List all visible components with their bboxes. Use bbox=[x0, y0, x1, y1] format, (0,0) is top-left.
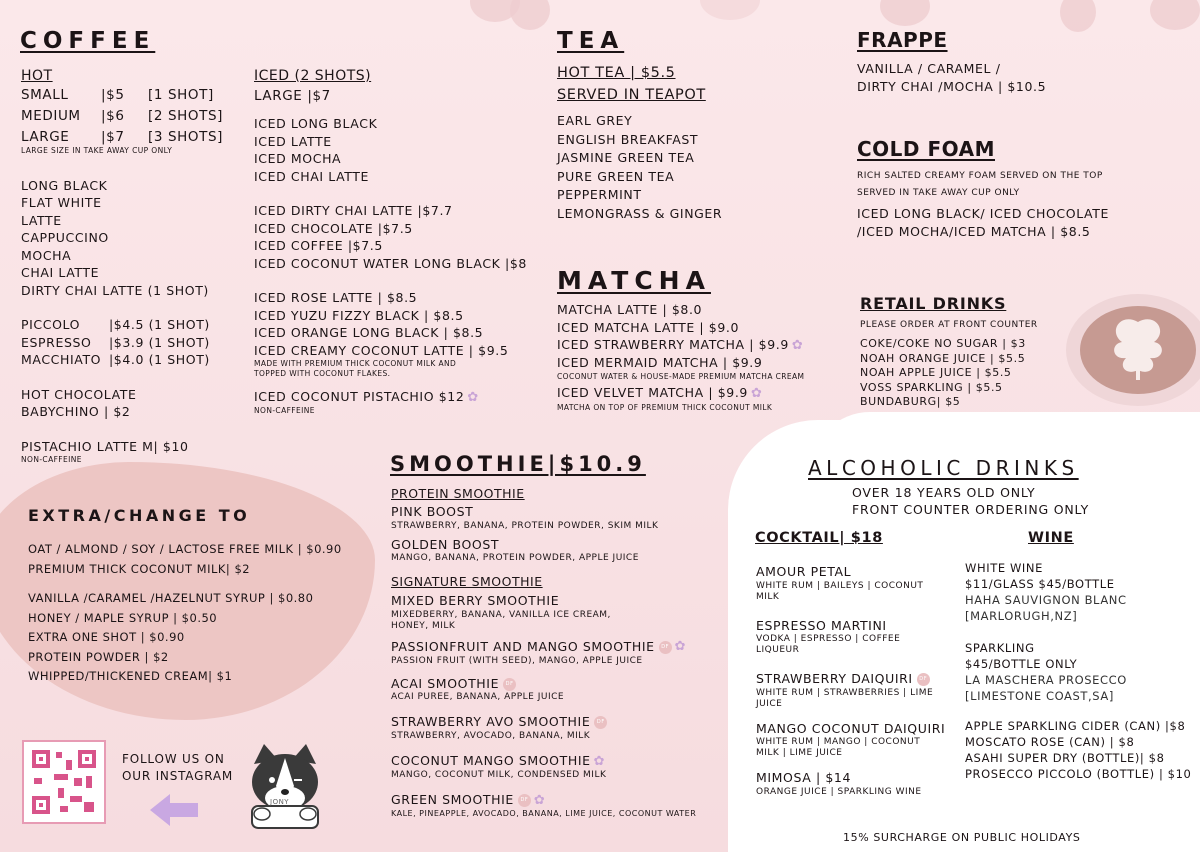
dog-icon bbox=[244, 744, 326, 830]
cocktail-desc: VODKA | ESPRESSO | COFFEE bbox=[756, 634, 901, 644]
decor-shape bbox=[510, 0, 550, 30]
menu-item: VOSS SPARKLING | $5.5 bbox=[860, 380, 1003, 394]
coffee-hot-section bbox=[21, 68, 223, 465]
decor-shape bbox=[1150, 0, 1200, 30]
surcharge-note: 15% SURCHARGE ON PUBLIC HOLIDAYS bbox=[843, 831, 1081, 844]
iced-pistachio: ICED COCONUT PISTACHIO $12 ✿ bbox=[254, 389, 479, 405]
menu-item: NOAH APPLE JUICE | $5.5 bbox=[860, 366, 1012, 379]
size-row: MEDIUM |$6 [2 SHOTS] bbox=[21, 108, 223, 124]
menu-item: FLAT WHITE bbox=[21, 195, 102, 210]
flower-icon: ✿ bbox=[593, 753, 606, 769]
menu-item: ICED CREAMY COCONUT LATTE | $9.5 bbox=[254, 342, 509, 358]
extras-item: PROTEIN POWDER | $2 bbox=[28, 649, 169, 664]
flower-icon: ✿ bbox=[533, 792, 546, 808]
wine-price: $45/BOTTLE ONLY bbox=[965, 657, 1078, 671]
drink-item: PROSECCO PICCOLO (BOTTLE) | $10 bbox=[965, 767, 1192, 781]
retail-list bbox=[860, 337, 1038, 410]
menu-item: PEPPERMINT bbox=[557, 187, 642, 202]
smoothie-desc: MANGO, BANANA, PROTEIN POWDER, APPLE JUICE bbox=[391, 553, 639, 563]
wine-section bbox=[965, 560, 1191, 782]
menu-item: MATCHA LATTE | $8.0 bbox=[557, 302, 703, 317]
tea-served: SERVED IN TEAPOT bbox=[557, 87, 706, 103]
wine-region: [MARLORUGH,NZ] bbox=[965, 609, 1078, 623]
wine-type: WHITE WINE bbox=[965, 561, 1043, 575]
iced-list-2 bbox=[254, 202, 527, 272]
menu-item: ICED COFFEE |$7.5 bbox=[254, 238, 383, 253]
instagram-follow: FOLLOW US ON OUR INSTAGRAM bbox=[122, 752, 234, 783]
smoothie-desc: KALE, PINEAPPLE, AVOCADO, BANANA, LIME JUICE, COCONUT WATER bbox=[391, 809, 697, 819]
tea-list bbox=[557, 112, 722, 223]
smoothie-desc: STRAWBERRY, AVOCADO, BANANA, MILK bbox=[391, 730, 591, 741]
smoothie-desc: PASSION FRUIT (WITH SEED), MANGO, APPLE JUICE bbox=[391, 655, 643, 666]
cold-foam-line: /ICED MOCHA/ICED MATCHA | $8.5 bbox=[857, 223, 1091, 239]
frappe-title: FRAPPE bbox=[857, 28, 948, 52]
extras-item: PREMIUM THICK COCONUT MILK| $2 bbox=[28, 561, 251, 576]
cocktail-name: AMOUR PETAL bbox=[756, 564, 852, 579]
cocktail-name: STRAWBERRY DAIQUIRI DF bbox=[756, 670, 945, 688]
menu-item: COKE/COKE NO SUGAR | $3 bbox=[860, 337, 1026, 350]
menu-item: MACCHIATO |$4.0 (1 SHOT) bbox=[21, 352, 210, 367]
cold-foam-note: SERVED IN TAKE AWAY CUP ONLY bbox=[857, 188, 1020, 198]
menu-item: ICED MOCHA bbox=[254, 151, 342, 166]
cocktail-desc: WHITE RUM | STRAWBERRIES | LIME bbox=[756, 687, 934, 698]
retail-note: PLEASE ORDER AT FRONT COUNTER bbox=[860, 320, 1038, 330]
flower-icon: ✿ bbox=[750, 386, 763, 401]
smoothie-desc: ACAI PUREE, BANANA, APPLE JUICE bbox=[391, 692, 565, 703]
iced-list bbox=[254, 115, 527, 185]
decor-shape bbox=[700, 0, 760, 20]
smoothie-name: PASSIONFRUIT AND MANGO SMOOTHIE DF ✿ bbox=[391, 638, 687, 655]
dairy-free-badge-icon: DF bbox=[917, 673, 930, 686]
dairy-free-badge-icon: DF bbox=[594, 716, 607, 729]
extras-section bbox=[28, 540, 342, 687]
cocktail-desc: LIQUEUR bbox=[756, 645, 800, 655]
extras-title: EXTRA/CHANGE TO bbox=[28, 506, 251, 525]
smoothie-name: MIXED BERRY SMOOTHIE bbox=[391, 593, 560, 608]
smoothie-section bbox=[391, 486, 696, 818]
size-row: LARGE |$7 [3 SHOTS] bbox=[21, 129, 223, 145]
flower-icon: ✿ bbox=[467, 389, 479, 405]
hot-short-list bbox=[21, 316, 223, 369]
cocktail-name: MIMOSA | $14 bbox=[756, 770, 852, 785]
matcha-section bbox=[557, 301, 804, 412]
drink-item: APPLE SPARKLING CIDER (CAN) |$8 bbox=[965, 719, 1186, 733]
menu-item: ICED ROSE LATTE | $8.5 bbox=[254, 290, 418, 305]
cold-foam-title: COLD FOAM bbox=[857, 137, 995, 161]
hot-list bbox=[21, 177, 223, 300]
menu-item: MOCHA bbox=[21, 247, 72, 263]
smoothie-desc: STRAWBERRY, BANANA, PROTEIN POWDER, SKIM MILK bbox=[391, 520, 659, 531]
menu-item: ICED VELVET MATCHA | $9.9 ✿ bbox=[557, 385, 763, 401]
extras-item: VANILLA /CARAMEL /HAZELNUT SYRUP | $0.80 bbox=[28, 591, 314, 605]
smoothie-desc: MIXEDBERRY, BANANA, VANILLA ICE CREAM, bbox=[391, 609, 611, 620]
alcohol-notes: OVER 18 YEARS OLD ONLY FRONT COUNTER ORDERING ONLY bbox=[852, 485, 1090, 517]
smoothie-name: COCONUT MANGO SMOOTHIE ✿ bbox=[391, 752, 606, 769]
frappe-line: DIRTY CHAI /MOCHA | $10.5 bbox=[857, 78, 1047, 94]
menu-item: HOT CHOCOLATE bbox=[21, 386, 137, 402]
menu-item: ICED ORANGE LONG BLACK | $8.5 bbox=[254, 325, 484, 340]
flower-icon: ✿ bbox=[674, 639, 687, 655]
alcohol-title: ALCOHOLIC DRINKS bbox=[808, 456, 1079, 480]
arrow-left-icon bbox=[148, 792, 200, 828]
smoothie-name: STRAWBERRY AVO SMOOTHIE DF bbox=[391, 713, 696, 731]
hot-size-note: LARGE SIZE IN TAKE AWAY CUP ONLY bbox=[21, 146, 173, 155]
iced-pistachio-note: NON-CAFFEINE bbox=[254, 406, 315, 416]
cocktail-desc: WHITE RUM | BAILEYS | COCONUT bbox=[756, 580, 924, 591]
wine-name: LA MASCHERA PROSECCO bbox=[965, 673, 1127, 687]
extras-item: WHIPPED/THICKENED CREAM| $1 bbox=[28, 669, 233, 683]
extras-item: EXTRA ONE SHOT | $0.90 bbox=[28, 630, 185, 644]
menu-item: PURE GREEN TEA bbox=[557, 168, 675, 184]
menu-item: ICED MATCHA LATTE | $9.0 bbox=[557, 319, 740, 335]
menu-item: DIRTY CHAI LATTE (1 SHOT) bbox=[21, 282, 209, 298]
smoothie-name: GOLDEN BOOST bbox=[391, 536, 500, 552]
cocktail-desc: MILK bbox=[756, 591, 780, 602]
cocktail-desc: WHITE RUM | MANGO | COCONUT bbox=[756, 737, 921, 747]
menu-item: ICED COCONUT WATER LONG BLACK |$8 bbox=[254, 255, 527, 271]
signature-heading: SIGNATURE SMOOTHIE bbox=[391, 574, 543, 589]
retail-title: RETAIL DRINKS bbox=[860, 294, 1007, 313]
menu-item: NOAH ORANGE JUICE | $5.5 bbox=[860, 351, 1026, 365]
tea-title: TEA bbox=[557, 28, 625, 54]
menu-item: ICED STRAWBERRY MATCHA | $9.9 ✿ bbox=[557, 337, 804, 353]
iced-size: LARGE |$7 bbox=[254, 88, 331, 104]
dairy-free-badge-icon: DF bbox=[503, 678, 516, 691]
cold-foam-line: ICED LONG BLACK/ ICED CHOCOLATE bbox=[857, 206, 1109, 221]
dog-name: JONY bbox=[270, 798, 290, 806]
menu-item: ENGLISH BREAKFAST bbox=[557, 131, 699, 147]
menu-item: ICED CHOCOLATE |$7.5 bbox=[254, 220, 413, 236]
cocktail-desc: ORANGE JUICE | SPARKLING WINE bbox=[756, 786, 922, 797]
menu-item: EARL GREY bbox=[557, 113, 633, 128]
frappe-section bbox=[857, 60, 1046, 95]
menu-item: LATTE bbox=[21, 212, 62, 228]
cocktail-list bbox=[756, 563, 945, 798]
other-drinks bbox=[965, 718, 1191, 782]
menu-item: LONG BLACK bbox=[21, 177, 108, 193]
menu-item: JASMINE GREEN TEA bbox=[557, 150, 695, 165]
coffee-iced-section bbox=[254, 68, 527, 416]
menu-item: ICED LATTE bbox=[254, 133, 332, 149]
smoothie-name: PINK BOOST bbox=[391, 504, 474, 519]
pistachio-latte: PISTACHIO LATTE M| $10 bbox=[21, 438, 189, 454]
retail-section bbox=[860, 320, 1038, 410]
cocktail-name: ESPRESSO MARTINI bbox=[756, 617, 887, 633]
iced-list-3 bbox=[254, 289, 527, 359]
menu-item: PICCOLO |$4.5 (1 SHOT) bbox=[21, 317, 210, 332]
menu-item: ICED CHAI LATTE bbox=[254, 168, 370, 184]
drink-item: MOSCATO ROSE (CAN) | $8 bbox=[965, 735, 1135, 749]
menu-item: BUNDABURG| $5 bbox=[860, 395, 961, 408]
smoothie-name: ACAI SMOOTHIE DF bbox=[391, 675, 696, 693]
drink-item: ASAHI SUPER DRY (BOTTLE)| $8 bbox=[965, 751, 1165, 765]
menu-item: CAPPUCCINO bbox=[21, 230, 109, 245]
smoothie-desc: MANGO, COCONUT MILK, CONDENSED MILK bbox=[391, 770, 607, 780]
menu-item: ICED MERMAID MATCHA | $9.9 bbox=[557, 355, 763, 371]
cocktail-desc: MILK | LIME JUICE bbox=[756, 748, 843, 758]
latte-art-icon bbox=[1060, 292, 1200, 412]
wine-heading: WINE bbox=[1028, 530, 1074, 546]
dairy-free-badge-icon: DF bbox=[659, 641, 672, 654]
qr-code-icon[interactable] bbox=[22, 740, 106, 824]
menu-item: BABYCHINO | $2 bbox=[21, 404, 131, 419]
cocktail-heading: COCKTAIL| $18 bbox=[755, 530, 883, 546]
hot-choc-list bbox=[21, 386, 223, 421]
menu-item-desc: MATCHA ON TOP OF PREMIUM THICK COCONUT MILK bbox=[557, 402, 773, 412]
size-row: SMALL |$5 [1 SHOT] bbox=[21, 87, 214, 103]
extras-item: HONEY / MAPLE SYRUP | $0.50 bbox=[28, 610, 218, 625]
coffee-title: COFFEE bbox=[20, 28, 156, 54]
hot-heading: HOT bbox=[21, 68, 53, 84]
frappe-line: VANILLA / CARAMEL / bbox=[857, 61, 1001, 76]
protein-heading: PROTEIN SMOOTHIE bbox=[391, 486, 525, 501]
smoothie-name: GREEN SMOOTHIE DF ✿ bbox=[391, 792, 546, 808]
cold-foam-note: RICH SALTED CREAMY FOAM SERVED ON THE TOP bbox=[857, 171, 1103, 181]
menu-item: LEMONGRASS & GINGER bbox=[557, 205, 723, 221]
tea-section bbox=[557, 62, 722, 223]
hot-sizes bbox=[21, 86, 223, 146]
cocktail-name: MANGO COCONUT DAIQUIRI bbox=[756, 720, 946, 736]
creamy-note: MADE WITH PREMIUM THICK COCONUT MILK AND TOPPED WITH COCONUT FLAKES. bbox=[254, 359, 457, 378]
matcha-title: MATCHA bbox=[557, 266, 711, 295]
cold-foam-section bbox=[857, 168, 1109, 240]
pistachio-note: NON-CAFFEINE bbox=[21, 455, 82, 464]
menu-item: ICED YUZU FIZZY BLACK | $8.5 bbox=[254, 307, 464, 323]
iced-heading: ICED (2 SHOTS) bbox=[254, 68, 372, 84]
flower-icon: ✿ bbox=[791, 337, 804, 353]
extras-item: OAT / ALMOND / SOY / LACTOSE FREE MILK | $0.90 bbox=[28, 542, 342, 556]
cocktail-desc: JUICE bbox=[756, 698, 783, 709]
menu-item-desc: COCONUT WATER & HOUSE-MADE PREMIUM MATCHA CREAM bbox=[557, 371, 805, 381]
wine-type: SPARKLING bbox=[965, 641, 1035, 655]
smoothie-title: SMOOTHIE|$10.9 bbox=[390, 452, 646, 476]
wine-price: $11/GLASS $45/BOTTLE bbox=[965, 577, 1115, 591]
menu-item: ICED LONG BLACK bbox=[254, 116, 378, 131]
wine-name: HAHA SAUVIGNON BLANC bbox=[965, 593, 1127, 607]
dairy-free-badge-icon: DF bbox=[518, 794, 531, 807]
menu-item: ESPRESSO |$3.9 (1 SHOT) bbox=[21, 334, 210, 350]
hot-tea-price: HOT TEA | $5.5 bbox=[557, 65, 676, 81]
decor-shape bbox=[880, 0, 930, 26]
menu-item: ICED DIRTY CHAI LATTE |$7.7 bbox=[254, 203, 453, 218]
smoothie-desc: HONEY, MILK bbox=[391, 620, 456, 631]
decor-shape bbox=[1060, 0, 1096, 32]
wine-region: [LIMESTONE COAST,SA] bbox=[965, 689, 1114, 703]
menu-item: CHAI LATTE bbox=[21, 265, 100, 280]
